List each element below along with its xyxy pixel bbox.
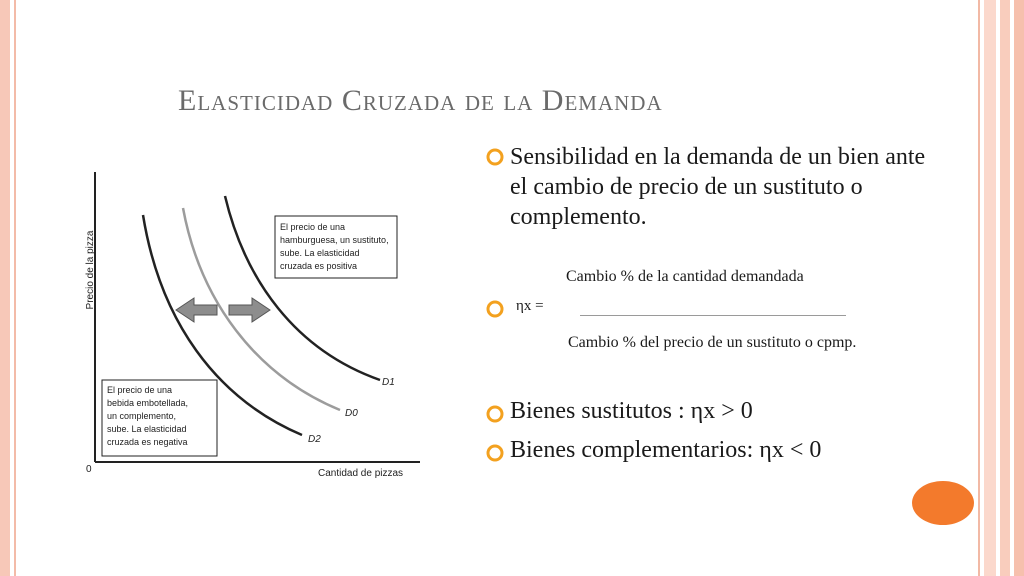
decorative-orange-circle <box>912 481 974 525</box>
curve-label-d2: D2 <box>308 434 321 445</box>
y-axis-label: Precio de la pizza <box>85 230 96 310</box>
bullet-icon <box>486 300 504 318</box>
formula-numerator: Cambio % de la cantidad demandada <box>566 268 804 285</box>
bullet-icon <box>486 444 504 462</box>
complements-text: Bienes complementarios: ηx < 0 <box>510 437 822 463</box>
substitutes-text: Bienes sustitutos : ηx > 0 <box>510 398 753 424</box>
origin-label: 0 <box>86 464 92 475</box>
box-substitute-text: El precio de una hamburguesa, un sustituto, sube. La elasticidad cruzada es positiva <box>280 222 389 271</box>
arrow-right <box>229 298 270 322</box>
frame-left <box>0 0 10 576</box>
slide-title: Elasticidad Cruzada de la Demanda <box>178 84 663 117</box>
bullet-icon <box>486 405 504 423</box>
curve-label-d1: D1 <box>382 377 395 388</box>
definition-text: Sensibilidad en la demanda de un bien ante el cambio de precio de un sustituto o complemento. <box>510 144 926 230</box>
bullet-icon <box>486 148 504 166</box>
box-complement-text: El precio de una bebida embotellada, un complemento, sube. La elasticidad cruzada es negativa <box>107 385 189 447</box>
formula-fraction-line <box>580 315 846 316</box>
formula-denominator: Cambio % del precio de un sustituto o cpmp. <box>568 334 857 351</box>
curve-label-d0: D0 <box>345 408 358 419</box>
formula-lhs: ηx = <box>516 298 544 314</box>
frame-right <box>972 0 1024 576</box>
arrow-left <box>176 298 217 322</box>
x-axis-label: Cantidad de pizzas <box>318 468 404 479</box>
frame-left-line <box>14 0 16 576</box>
demand-shift-figure <box>80 160 425 485</box>
